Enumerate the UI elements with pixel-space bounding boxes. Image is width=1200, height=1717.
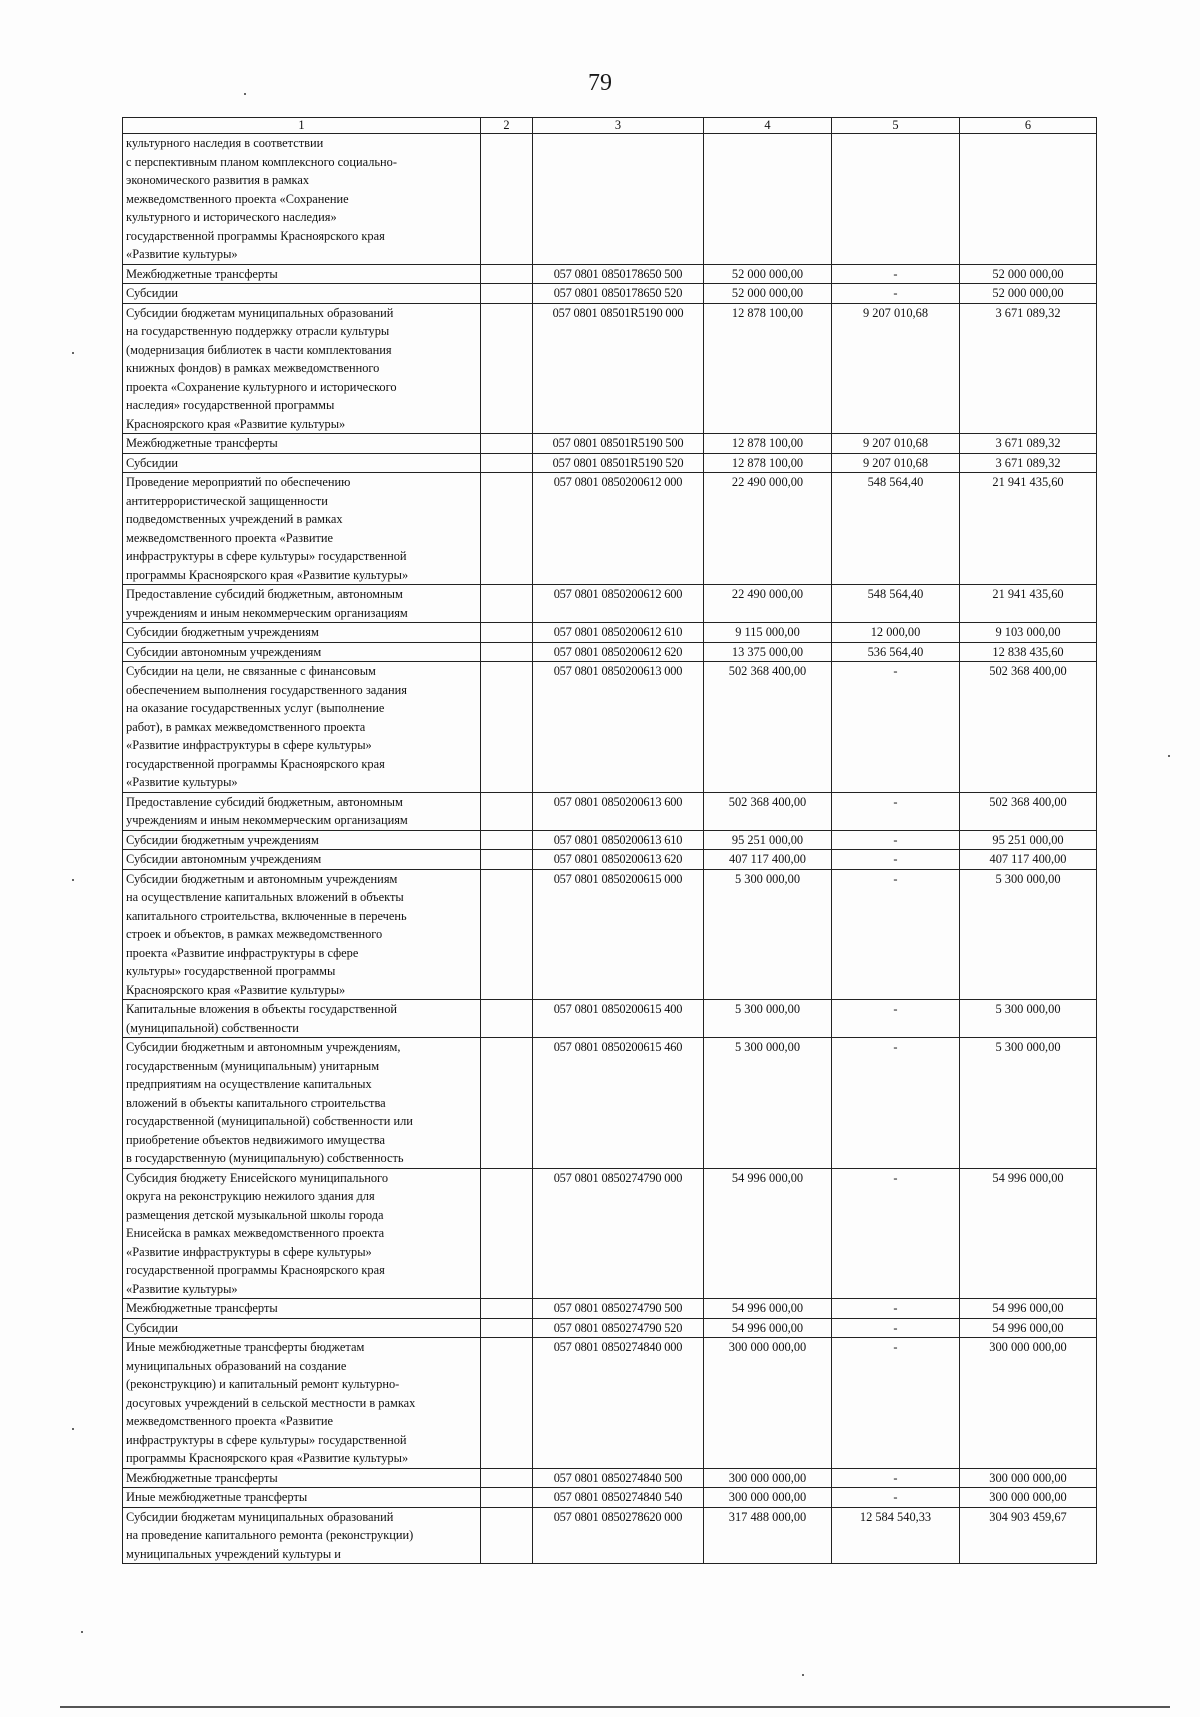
row-column-5-cell: -	[832, 1468, 960, 1488]
row-name-cell: Капитальные вложения в объекты государственной (муниципальной) собственности	[123, 1000, 481, 1038]
row-column-2-cell	[481, 284, 533, 304]
table-row	[123, 792, 1097, 830]
scan-speck	[81, 1631, 83, 1633]
scan-speck	[72, 879, 74, 881]
row-column-4-cell: 52 000 000,00	[704, 284, 832, 304]
row-column-6-cell	[960, 134, 1097, 265]
row-column-6-cell: 407 117 400,00	[960, 850, 1097, 870]
row-column-6-cell: 502 368 400,00	[960, 792, 1097, 830]
row-name-cell: Проведение мероприятий по обеспечению антитеррористической защищенности подведомственных учреждений в рамках межведомственного проекта «Развитие инфраструктуры в сфере культуры» государственной программы Красноярского края «Развитие культуры»	[123, 473, 481, 585]
row-column-6-cell: 5 300 000,00	[960, 869, 1097, 1000]
row-column-5-cell: -	[832, 284, 960, 304]
row-column-4-cell: 54 996 000,00	[704, 1168, 832, 1299]
row-code-cell: 057 0801 0850278620 000	[533, 1507, 704, 1564]
row-column-4-cell: 300 000 000,00	[704, 1468, 832, 1488]
row-column-6-cell: 95 251 000,00	[960, 830, 1097, 850]
table-row	[123, 434, 1097, 454]
table-row	[123, 1038, 1097, 1169]
row-column-2-cell	[481, 1000, 533, 1038]
row-column-2-cell	[481, 850, 533, 870]
row-column-2-cell	[481, 1338, 533, 1469]
row-code-cell: 057 0801 0850200612 610	[533, 623, 704, 643]
budget-table	[122, 117, 1097, 1564]
scan-speck	[244, 93, 246, 95]
table-row	[123, 850, 1097, 870]
row-code-cell: 057 0801 0850274840 000	[533, 1338, 704, 1469]
row-code-cell: 057 0801 08501R5190 500	[533, 434, 704, 454]
scan-speck	[72, 352, 74, 354]
row-code-cell: 057 0801 0850274790 500	[533, 1299, 704, 1319]
row-name-cell: Субсидии	[123, 453, 481, 473]
row-column-4-cell	[704, 134, 832, 265]
row-name-cell: Предоставление субсидий бюджетным, автономным учреждениям и иным некоммерческим организациям	[123, 585, 481, 623]
row-column-6-cell: 300 000 000,00	[960, 1488, 1097, 1508]
row-column-2-cell	[481, 434, 533, 454]
row-name-cell: Иные межбюджетные трансферты бюджетам муниципальных образований на создание (реконструкцию) и капитальный ремонт культурно- досуговых учреждений в сельской местности в рамках межведомственного проекта «Развитие инфраструктуры в сфере культуры» государственной программы Красноярского края «Развитие культуры»	[123, 1338, 481, 1469]
row-column-6-cell: 300 000 000,00	[960, 1338, 1097, 1469]
row-column-4-cell: 54 996 000,00	[704, 1299, 832, 1319]
table-row	[123, 830, 1097, 850]
row-column-2-cell	[481, 623, 533, 643]
table-row	[123, 869, 1097, 1000]
row-code-cell: 057 0801 0850274790 520	[533, 1318, 704, 1338]
table-row	[123, 264, 1097, 284]
row-column-4-cell: 300 000 000,00	[704, 1338, 832, 1469]
row-column-5-cell: -	[832, 1488, 960, 1508]
row-column-4-cell: 12 878 100,00	[704, 434, 832, 454]
row-column-5-cell: -	[832, 1318, 960, 1338]
row-name-cell: Субсидии на цели, не связанные с финансовым обеспечением выполнения государственного задания на оказание государственных услуг (выполнение работ), в рамках межведомственного проекта «Развитие инфраструктуры в сфере культуры» государственной программы Красноярского края «Развитие культуры»	[123, 662, 481, 793]
row-column-4-cell: 317 488 000,00	[704, 1507, 832, 1564]
table-row	[123, 623, 1097, 643]
row-code-cell: 057 0801 0850200615 400	[533, 1000, 704, 1038]
table-row	[123, 642, 1097, 662]
row-column-4-cell: 407 117 400,00	[704, 850, 832, 870]
row-name-cell: культурного наследия в соответствии с перспективным планом комплексного социально- экономического развития в рамках межведомственного проекта «Сохранение культурного и исторического наследия» государственной программы Красноярского края «Развитие культуры»	[123, 134, 481, 265]
table-row	[123, 1488, 1097, 1508]
row-code-cell: 057 0801 0850200613 610	[533, 830, 704, 850]
row-column-2-cell	[481, 585, 533, 623]
row-name-cell: Субсидии автономным учреждениям	[123, 642, 481, 662]
table-header-row	[123, 118, 1097, 134]
table-row	[123, 1000, 1097, 1038]
table-row	[123, 1318, 1097, 1338]
row-column-5-cell: -	[832, 1168, 960, 1299]
row-code-cell	[533, 134, 704, 265]
scan-speck	[72, 1428, 74, 1430]
row-name-cell: Субсидии бюджетным и автономным учреждениям, государственным (муниципальным) унитарным предприятиям на осуществление капитальных вложений в объекты капитального строительства государственной (муниципальной) собственности или приобретение объектов недвижимого имущества в государственную (муниципальную) собственность	[123, 1038, 481, 1169]
row-column-2-cell	[481, 134, 533, 265]
row-column-4-cell: 22 490 000,00	[704, 473, 832, 585]
row-column-2-cell	[481, 1488, 533, 1508]
row-name-cell: Субсидии автономным учреждениям	[123, 850, 481, 870]
table-row	[123, 473, 1097, 585]
row-column-5-cell: -	[832, 850, 960, 870]
row-column-6-cell: 21 941 435,60	[960, 473, 1097, 585]
row-column-2-cell	[481, 1318, 533, 1338]
scan-speck	[802, 1674, 804, 1676]
row-column-4-cell: 502 368 400,00	[704, 792, 832, 830]
row-column-2-cell	[481, 1038, 533, 1169]
bottom-scan-edge	[60, 1706, 1170, 1708]
row-name-cell: Межбюджетные трансферты	[123, 1468, 481, 1488]
column-header: 5	[832, 118, 960, 134]
row-code-cell: 057 0801 0850200615 460	[533, 1038, 704, 1169]
row-code-cell: 057 0801 0850200612 000	[533, 473, 704, 585]
row-column-4-cell: 502 368 400,00	[704, 662, 832, 793]
row-column-4-cell: 300 000 000,00	[704, 1488, 832, 1508]
row-column-6-cell: 21 941 435,60	[960, 585, 1097, 623]
table-row	[123, 1168, 1097, 1299]
column-header: 2	[481, 118, 533, 134]
column-header: 6	[960, 118, 1097, 134]
column-header: 4	[704, 118, 832, 134]
row-code-cell: 057 0801 0850200612 620	[533, 642, 704, 662]
row-column-2-cell	[481, 1507, 533, 1564]
row-name-cell: Межбюджетные трансферты	[123, 1299, 481, 1319]
row-column-2-cell	[481, 303, 533, 434]
row-column-5-cell: -	[832, 869, 960, 1000]
row-code-cell: 057 0801 0850200615 000	[533, 869, 704, 1000]
row-column-5-cell: -	[832, 1299, 960, 1319]
row-code-cell: 057 0801 0850200613 600	[533, 792, 704, 830]
row-code-cell: 057 0801 0850200612 600	[533, 585, 704, 623]
row-column-4-cell: 12 878 100,00	[704, 303, 832, 434]
row-column-5-cell: 12 000,00	[832, 623, 960, 643]
table-body	[123, 134, 1097, 1564]
row-column-4-cell: 12 878 100,00	[704, 453, 832, 473]
row-column-6-cell: 5 300 000,00	[960, 1000, 1097, 1038]
row-code-cell: 057 0801 0850274840 540	[533, 1488, 704, 1508]
row-column-2-cell	[481, 792, 533, 830]
row-name-cell: Субсидии бюджетам муниципальных образований на государственную поддержку отрасли культуры (модернизация библиотек в части комплектования книжных фондов) в рамках межведомственного проекта «Сохранение культурного и исторического наследия» государственной программы Красноярского края «Развитие культуры»	[123, 303, 481, 434]
row-column-5-cell	[832, 134, 960, 265]
row-name-cell: Иные межбюджетные трансферты	[123, 1488, 481, 1508]
row-column-4-cell: 9 115 000,00	[704, 623, 832, 643]
page-number: 79	[588, 70, 612, 96]
row-column-4-cell: 5 300 000,00	[704, 869, 832, 1000]
row-code-cell: 057 0801 0850274790 000	[533, 1168, 704, 1299]
row-name-cell: Субсидии бюджетам муниципальных образований на проведение капитального ремонта (реконструкции) муниципальных учреждений культуры и	[123, 1507, 481, 1564]
row-column-4-cell: 95 251 000,00	[704, 830, 832, 850]
column-header: 3	[533, 118, 704, 134]
row-column-5-cell: 9 207 010,68	[832, 303, 960, 434]
row-code-cell: 057 0801 0850200613 620	[533, 850, 704, 870]
row-column-2-cell	[481, 1468, 533, 1488]
row-column-5-cell: -	[832, 830, 960, 850]
row-column-2-cell	[481, 264, 533, 284]
row-column-2-cell	[481, 869, 533, 1000]
table-row	[123, 303, 1097, 434]
table-row	[123, 1299, 1097, 1319]
row-column-6-cell: 304 903 459,67	[960, 1507, 1097, 1564]
row-column-4-cell: 5 300 000,00	[704, 1000, 832, 1038]
row-column-5-cell: 548 564,40	[832, 473, 960, 585]
row-column-6-cell: 300 000 000,00	[960, 1468, 1097, 1488]
row-column-5-cell: -	[832, 1000, 960, 1038]
row-column-2-cell	[481, 473, 533, 585]
row-column-4-cell: 5 300 000,00	[704, 1038, 832, 1169]
table-row	[123, 453, 1097, 473]
row-column-2-cell	[481, 1168, 533, 1299]
row-column-6-cell: 54 996 000,00	[960, 1299, 1097, 1319]
table-row	[123, 134, 1097, 265]
row-column-4-cell: 13 375 000,00	[704, 642, 832, 662]
row-column-6-cell: 3 671 089,32	[960, 453, 1097, 473]
row-column-2-cell	[481, 1299, 533, 1319]
row-name-cell: Субсидии	[123, 284, 481, 304]
row-code-cell: 057 0801 08501R5190 520	[533, 453, 704, 473]
row-column-2-cell	[481, 453, 533, 473]
row-column-6-cell: 54 996 000,00	[960, 1318, 1097, 1338]
table-row	[123, 1338, 1097, 1469]
row-column-5-cell: -	[832, 1038, 960, 1169]
row-column-6-cell: 3 671 089,32	[960, 434, 1097, 454]
row-code-cell: 057 0801 08501R5190 000	[533, 303, 704, 434]
row-column-2-cell	[481, 662, 533, 793]
row-column-6-cell: 5 300 000,00	[960, 1038, 1097, 1169]
row-code-cell: 057 0801 0850178650 500	[533, 264, 704, 284]
table-row	[123, 284, 1097, 304]
row-name-cell: Субсидии бюджетным учреждениям	[123, 623, 481, 643]
row-column-5-cell: 9 207 010,68	[832, 434, 960, 454]
row-column-6-cell: 502 368 400,00	[960, 662, 1097, 793]
row-column-2-cell	[481, 642, 533, 662]
row-column-5-cell: 12 584 540,33	[832, 1507, 960, 1564]
row-name-cell: Межбюджетные трансферты	[123, 264, 481, 284]
row-column-5-cell: -	[832, 264, 960, 284]
row-column-2-cell	[481, 830, 533, 850]
table-row	[123, 1507, 1097, 1564]
row-name-cell: Субсидии бюджетным и автономным учреждениям на осуществление капитальных вложений в объекты капитального строительства, включенные в перечень строек и объектов, в рамках межведомственного проекта «Развитие инфраструктуры в сфере культуры» государственной программы Красноярского края «Развитие культуры»	[123, 869, 481, 1000]
row-column-5-cell: 536 564,40	[832, 642, 960, 662]
row-column-6-cell: 54 996 000,00	[960, 1168, 1097, 1299]
row-column-6-cell: 3 671 089,32	[960, 303, 1097, 434]
row-name-cell: Межбюджетные трансферты	[123, 434, 481, 454]
table-row	[123, 662, 1097, 793]
row-column-6-cell: 52 000 000,00	[960, 264, 1097, 284]
row-column-5-cell: -	[832, 662, 960, 793]
row-column-5-cell: 9 207 010,68	[832, 453, 960, 473]
row-column-5-cell: -	[832, 792, 960, 830]
row-code-cell: 057 0801 0850178650 520	[533, 284, 704, 304]
row-column-6-cell: 9 103 000,00	[960, 623, 1097, 643]
row-column-5-cell: 548 564,40	[832, 585, 960, 623]
row-name-cell: Субсидии	[123, 1318, 481, 1338]
row-column-4-cell: 54 996 000,00	[704, 1318, 832, 1338]
row-name-cell: Субсидии бюджетным учреждениям	[123, 830, 481, 850]
column-header: 1	[123, 118, 481, 134]
row-column-5-cell: -	[832, 1338, 960, 1469]
row-name-cell: Субсидия бюджету Енисейского муниципального округа на реконструкцию нежилого здания для размещения детской музыкальной школы города Енисейска в рамках межведомственного проекта «Развитие инфраструктуры в сфере культуры» государственной программы Красноярского края «Развитие культуры»	[123, 1168, 481, 1299]
row-column-4-cell: 52 000 000,00	[704, 264, 832, 284]
row-column-6-cell: 12 838 435,60	[960, 642, 1097, 662]
row-code-cell: 057 0801 0850274840 500	[533, 1468, 704, 1488]
row-column-4-cell: 22 490 000,00	[704, 585, 832, 623]
table-row	[123, 585, 1097, 623]
scan-speck	[1168, 755, 1170, 757]
row-name-cell: Предоставление субсидий бюджетным, автономным учреждениям и иным некоммерческим организациям	[123, 792, 481, 830]
row-code-cell: 057 0801 0850200613 000	[533, 662, 704, 793]
row-column-6-cell: 52 000 000,00	[960, 284, 1097, 304]
table-row	[123, 1468, 1097, 1488]
